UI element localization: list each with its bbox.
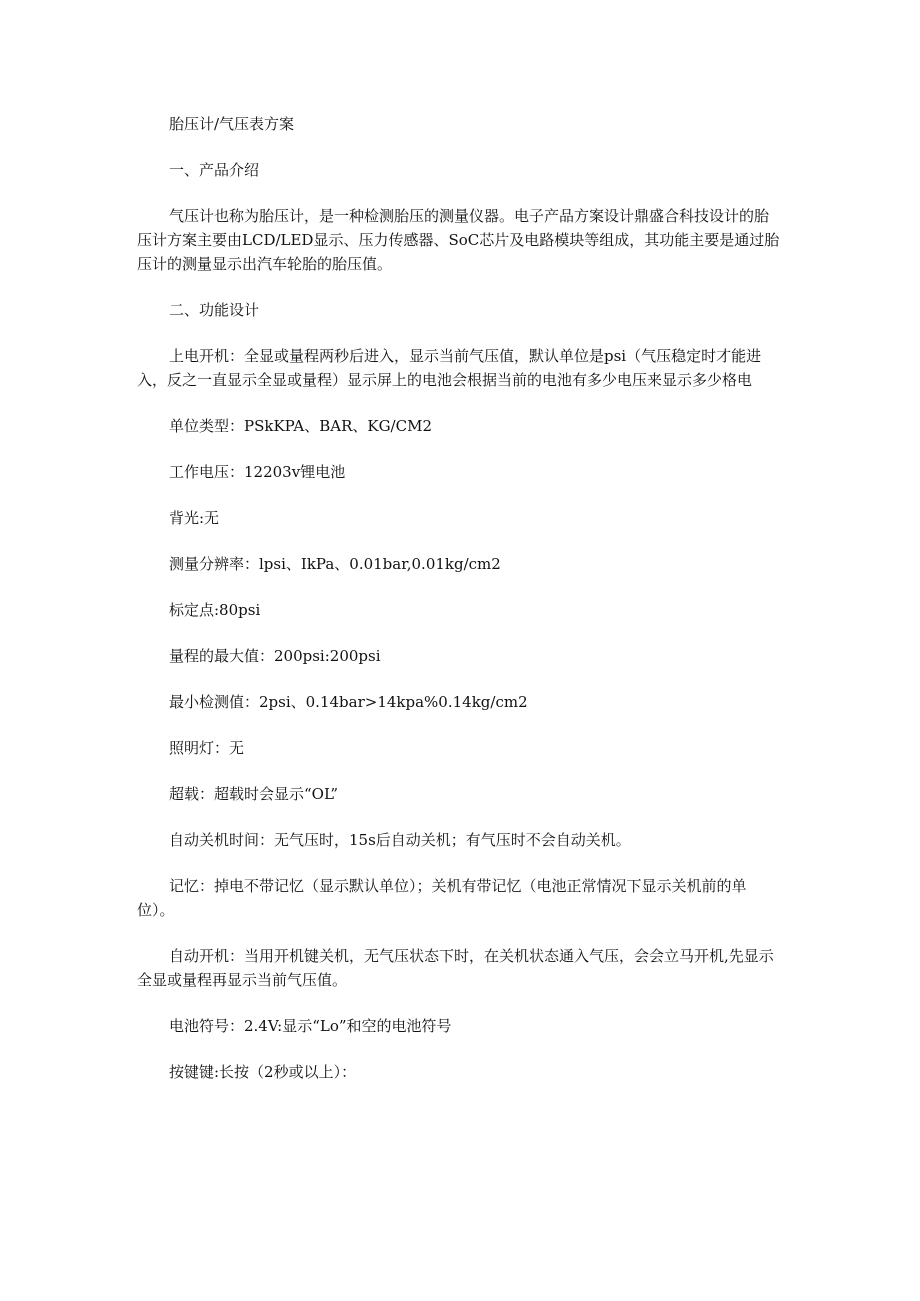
paragraph-min-detect: 最小检测值：2psi、0.14bar>14kpa%0.14kg/cm2 [169, 693, 528, 711]
paragraph-power-on: 上电开机：全显或量程两秒后进入，显示当前气压值，默认单位是psi（气压稳定时才能进入，反之一直显示全显或量程）显示屏上的电池会根据当前的电池有多少电压来显示多少格电 [137, 347, 762, 389]
document-title: 胎压计/气压表方案 [169, 115, 295, 133]
paragraph-overload: 超载：超载时会显示“OL” [169, 785, 338, 803]
paragraph-calibration: 标定点:80psi [169, 601, 261, 619]
section-heading-function: 二、功能设计 [169, 301, 260, 319]
paragraph-auto-on: 自动开机：当用开机键关机，无气压状态下时，在关机状态通入气压，会会立马开机,先显示全显或量程再显示当前气压值。 [137, 947, 774, 989]
paragraph-button: 按键键:长按（2秒或以上）： [169, 1063, 357, 1081]
document-body [137, 112, 783, 1084]
paragraph-intro: 气压计也称为胎压计，是一种检测胎压的测量仪器。电子产品方案设计鼎盛合科技设计的胎压计方案主要由LCD/LED显示、压力传感器、SoC芯片及电路模块等组成，其功能主要是通过胎压计的测量显示出汽车轮胎的胎压值。 [137, 207, 780, 273]
section-heading-intro: 一、产品介绍 [169, 161, 260, 179]
paragraph-max-range: 量程的最大值：200psi:200psi [169, 647, 381, 665]
paragraph-resolution: 测量分辨率：lpsi、IkPa、0.01bar,0.01kg/cm2 [169, 555, 501, 573]
paragraph-battery: 电池符号：2.4V:显示“Lo”和空的电池符号 [169, 1017, 452, 1035]
paragraph-memory: 记忆：掉电不带记忆（显示默认单位）；关机有带记忆（电池正常情况下显示关机前的单位）。 [137, 877, 747, 919]
paragraph-unit-type: 单位类型：PSkKPA、BAR、KG/CM2 [169, 417, 432, 435]
paragraph-auto-off: 自动关机时间：无气压时，15s后自动关机；有气压时不会自动关机。 [169, 831, 631, 849]
paragraph-working-voltage: 工作电压：12203v锂电池 [169, 463, 346, 481]
paragraph-light: 照明灯：无 [169, 739, 245, 757]
paragraph-backlight: 背光:无 [169, 509, 220, 527]
